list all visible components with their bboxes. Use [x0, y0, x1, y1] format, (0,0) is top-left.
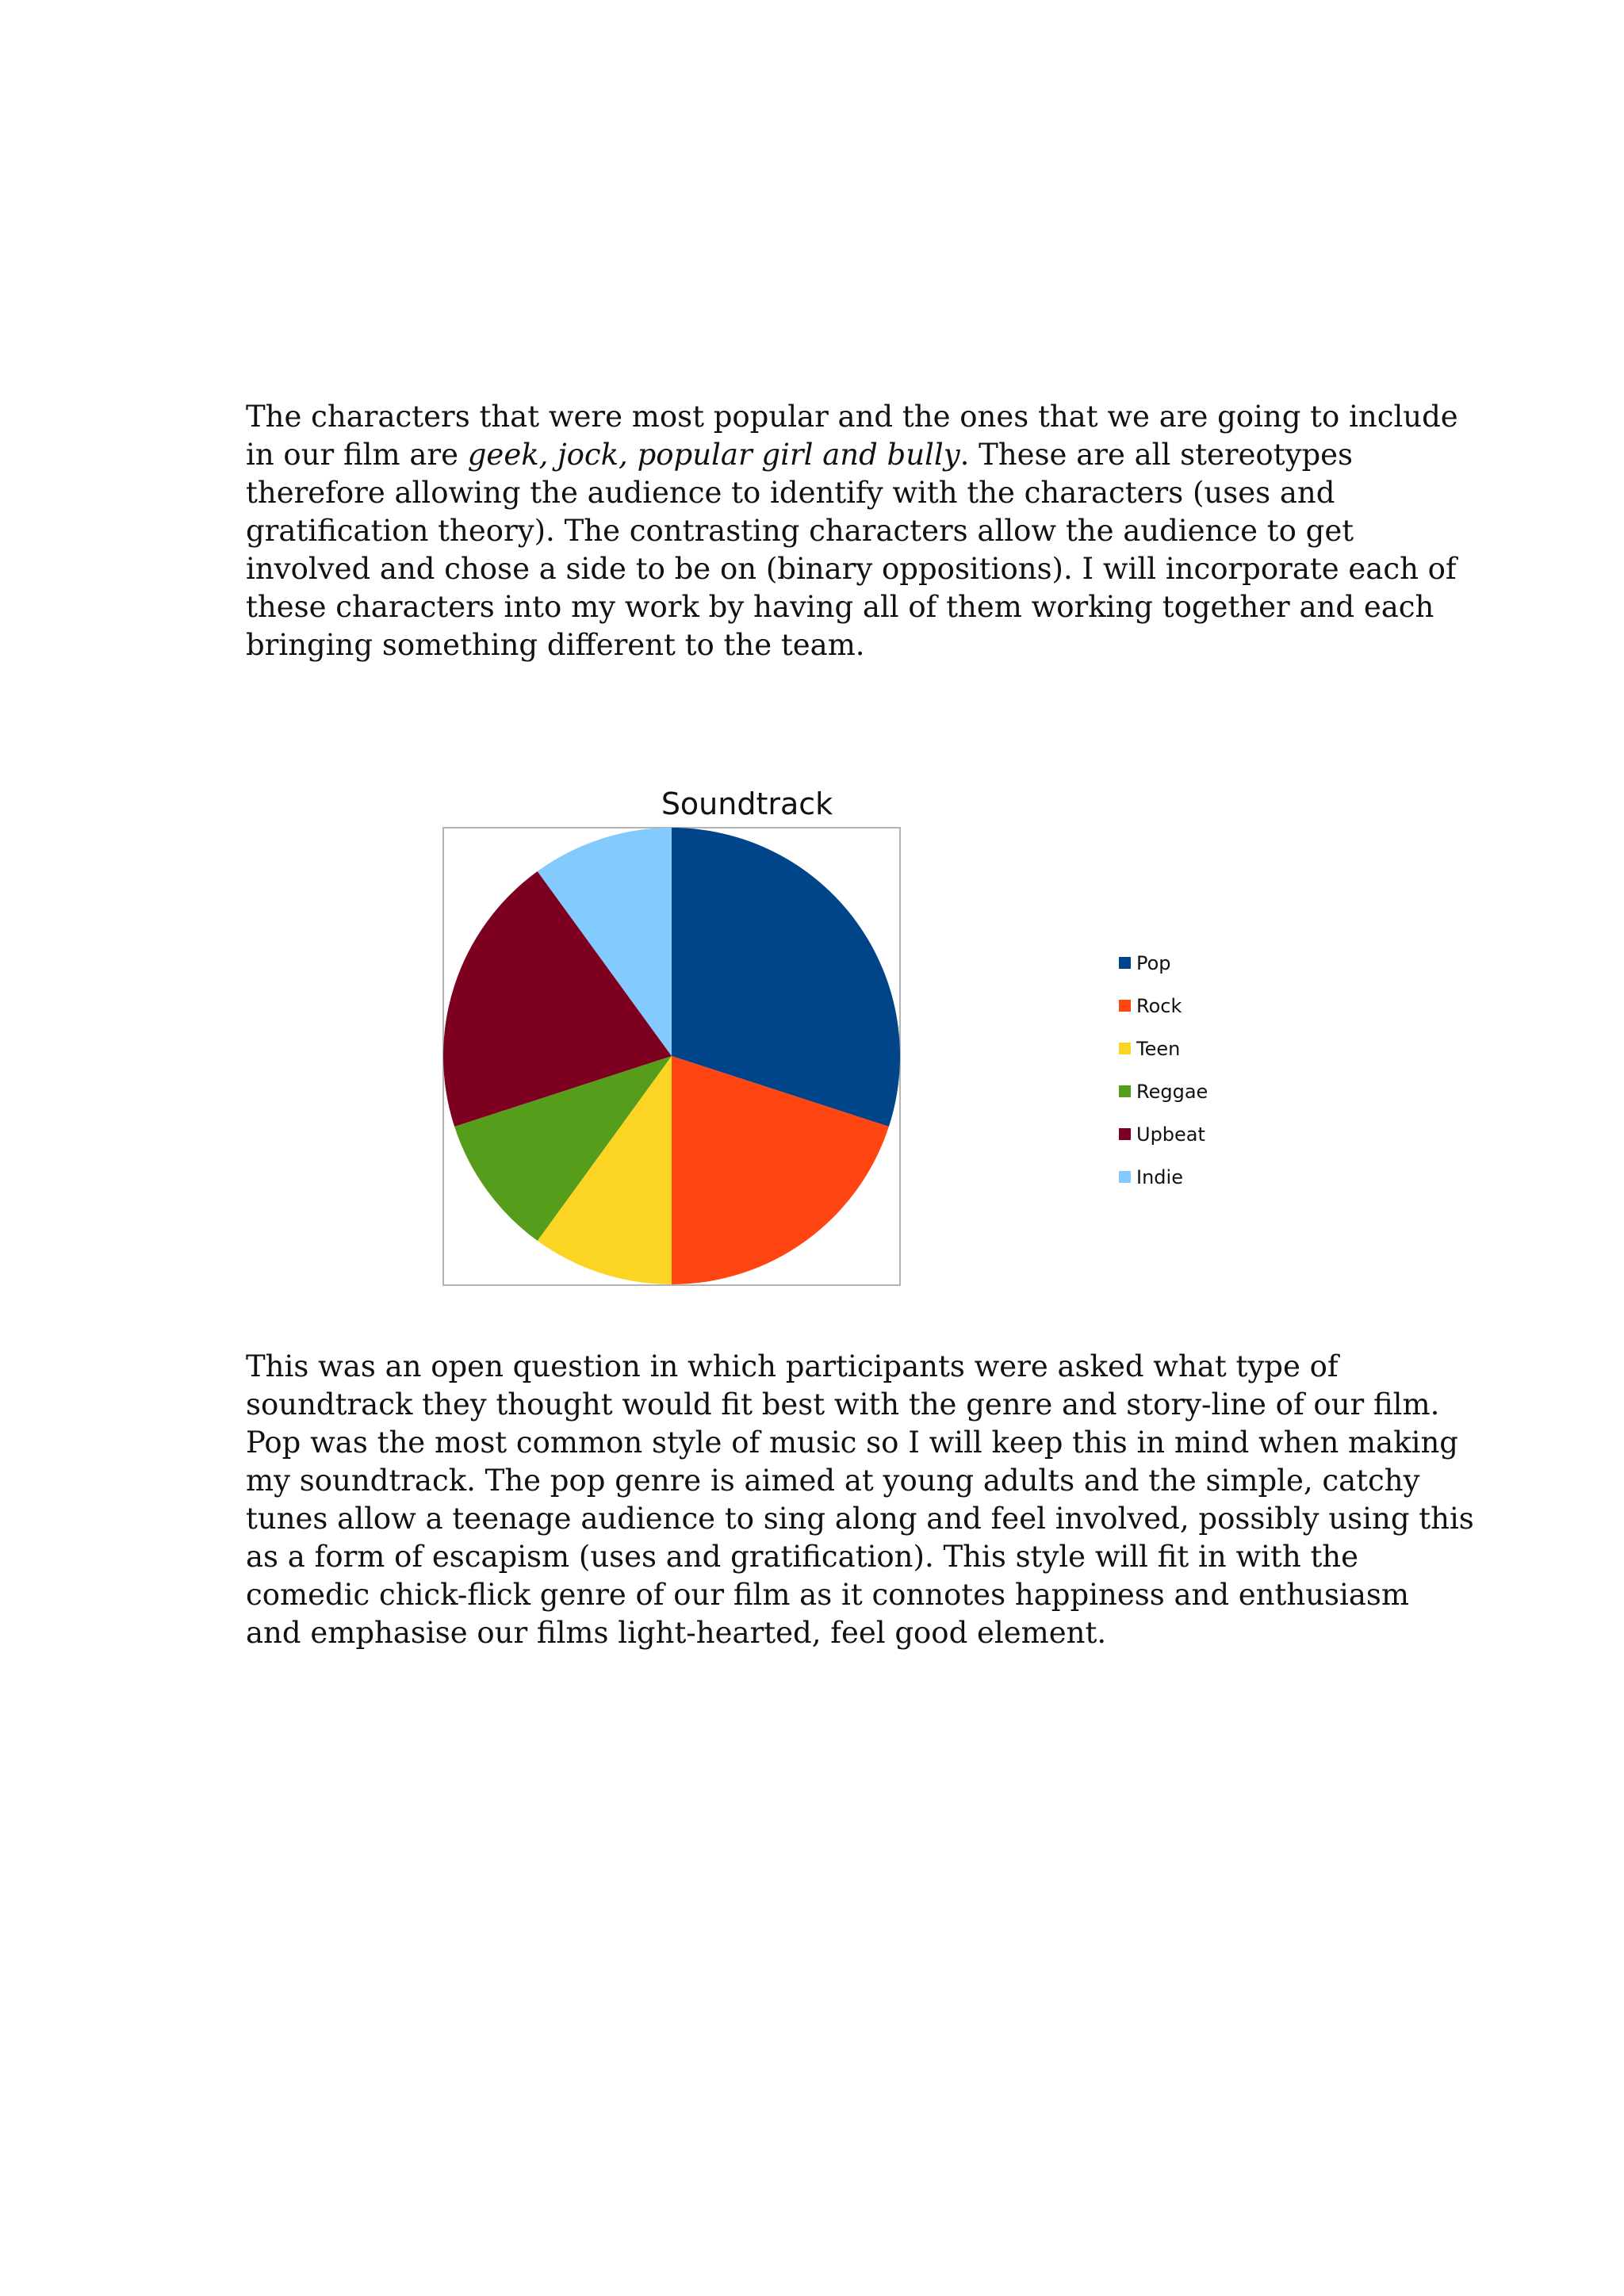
- legend-swatch-rock: [1119, 1000, 1131, 1012]
- italic-character-list: geek, jock, popular girl and bully: [467, 438, 960, 472]
- paragraph-line: tunes allow a teenage audience to sing along and feel involved, possibly using this: [246, 1502, 1474, 1536]
- legend-swatch-upbeat: [1119, 1128, 1131, 1140]
- legend-label-pop: Pop: [1136, 952, 1171, 974]
- legend-swatch-reggae: [1119, 1085, 1131, 1097]
- paragraph-line: therefore allowing the audience to identify with the characters (uses and: [246, 476, 1335, 510]
- paragraph-line: The characters that were most popular and the ones that we are going to include: [246, 400, 1458, 434]
- paragraph-soundtrack: [246, 1348, 1474, 1652]
- chart-title: Soundtrack: [661, 786, 833, 821]
- chart-legend: [1119, 952, 1208, 1188]
- paragraph-line: comedic chick-flick genre of our film as it connotes happiness and enthusiasm: [246, 1578, 1409, 1612]
- legend-label-rock: Rock: [1136, 995, 1182, 1017]
- paragraph-line: bringing something different to the team.: [246, 628, 865, 662]
- paragraph-line: This was an open question in which participants were asked what type of: [246, 1349, 1339, 1383]
- legend-label-teen: Teen: [1136, 1038, 1181, 1060]
- paragraph-line: and emphasise our films light-hearted, feel good element.: [246, 1616, 1107, 1650]
- legend-label-reggae: Reggae: [1136, 1081, 1208, 1103]
- paragraph-line: these characters into my work by having all of them working together and each: [246, 590, 1434, 624]
- paragraph-line: involved and chose a side to be on (binary oppositions). I will incorporate each of: [246, 552, 1457, 586]
- paragraph-line: gratification theory). The contrasting characters allow the audience to get: [246, 514, 1354, 548]
- paragraph-line: as a form of escapism (uses and gratification). This style will fit in with the: [246, 1540, 1359, 1574]
- paragraph-line: Pop was the most common style of music so I will keep this in mind when making: [246, 1425, 1458, 1460]
- text-run: in our film are: [246, 438, 468, 472]
- legend-label-upbeat: Upbeat: [1136, 1123, 1205, 1146]
- paragraph-line: my soundtrack. The pop genre is aimed at young adults and the simple, catchy: [246, 1464, 1420, 1498]
- paragraph-line: soundtrack they thought would fit best with the genre and story-line of our film.: [246, 1387, 1440, 1422]
- legend-label-indie: Indie: [1136, 1166, 1183, 1188]
- legend-swatch-pop: [1119, 957, 1131, 969]
- legend-swatch-teen: [1119, 1043, 1131, 1054]
- legend-swatch-indie: [1119, 1171, 1131, 1183]
- pie-slices: [443, 828, 900, 1284]
- text-run: . These are all stereotypes: [959, 438, 1354, 472]
